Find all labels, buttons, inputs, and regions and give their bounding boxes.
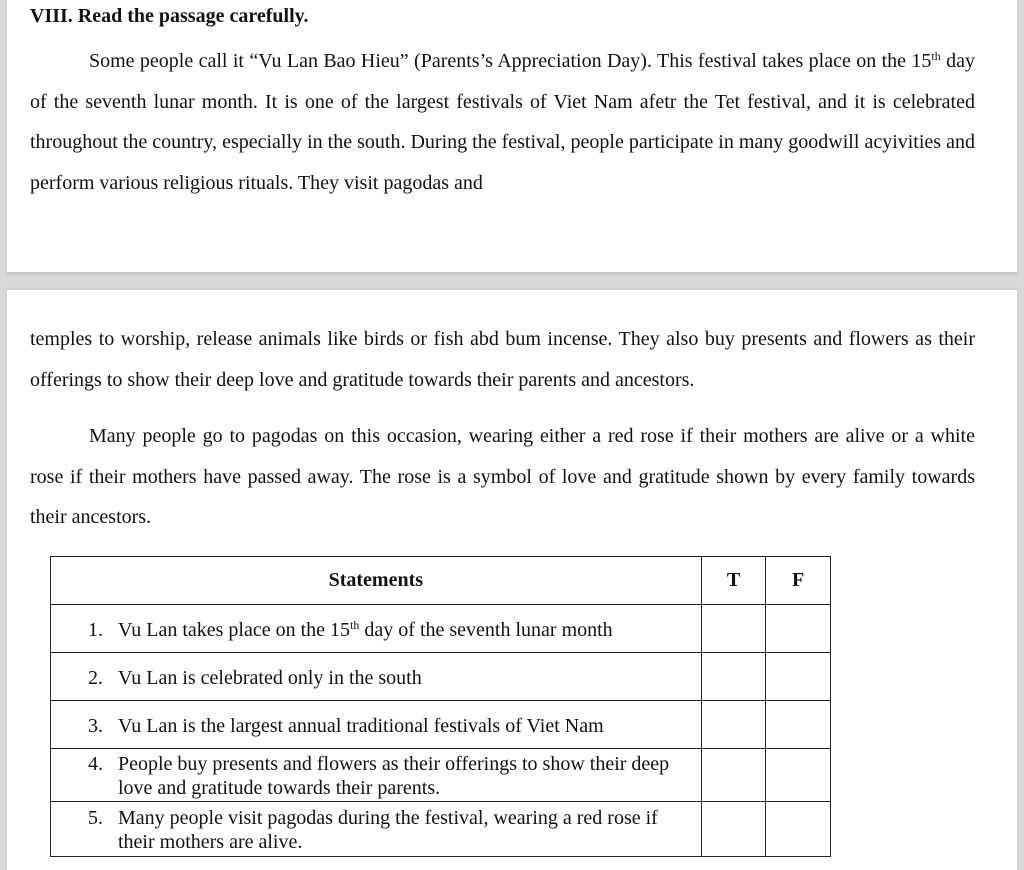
true-false-table	[50, 556, 831, 857]
false-answer-cell[interactable]	[766, 802, 831, 857]
statement-text: Vu Lan is the largest annual traditional festivals of Viet Nam	[118, 714, 604, 737]
statement-number: 1.	[88, 618, 103, 641]
true-answer-cell[interactable]	[701, 605, 766, 653]
statement-text: Vu Lan is celebrated only in the south	[118, 666, 422, 689]
passage-paragraph-1-text-b: day of the seventh lunar month. It is one of the largest festivals of Viet Nam afetr the Tet festival, and it is celebrated throughout the country, especially in the south. During the festival, people participate in many goodwill acyivities and perform various religious rituals. They visit pagodas and	[30, 50, 975, 194]
page-1	[7, 0, 1017, 272]
true-answer-cell[interactable]	[701, 749, 766, 802]
header-false: F	[766, 557, 831, 605]
statement-cell	[51, 605, 702, 653]
passage-paragraph-1-text-a: Some people call it “Vu Lan Bao Hieu” (Parents’s Appreciation Day). This festival takes place on the 15	[89, 50, 932, 72]
statement-cell	[51, 749, 702, 802]
ordinal-suffix: th	[350, 617, 360, 632]
page-2	[7, 290, 1017, 870]
statement-number: 5.	[88, 807, 103, 829]
false-answer-cell[interactable]	[766, 605, 831, 653]
table-row	[51, 701, 831, 749]
table-header-row	[51, 557, 831, 605]
table-row	[51, 802, 831, 857]
statement-cell	[51, 802, 702, 857]
statement-text	[118, 618, 691, 642]
true-answer-cell[interactable]	[701, 802, 766, 857]
statement-number: 4.	[88, 753, 103, 775]
true-answer-cell[interactable]	[701, 653, 766, 701]
true-answer-cell[interactable]	[701, 701, 766, 749]
statement-text: People buy presents and flowers as their offerings to show their deep love and gratitude towards their parents.	[118, 753, 670, 799]
table-row	[51, 653, 831, 701]
ordinal-suffix: th	[931, 49, 941, 63]
false-answer-cell[interactable]	[766, 701, 831, 749]
statement-cell	[51, 653, 702, 701]
header-statements: Statements	[51, 557, 702, 605]
exercise-heading: VIII. Read the passage carefully.	[30, 5, 309, 27]
statement-text-b: day of the seventh lunar month	[359, 618, 613, 641]
statement-number: 2.	[88, 666, 103, 689]
passage-paragraph-1	[30, 41, 975, 203]
statement-text: Many people visit pagodas during the festival, wearing a red rose if their mothers are alive.	[118, 807, 658, 853]
passage-paragraph-2: temples to worship, release animals like birds or fish abd bum incense. They also buy presents and flowers as their offerings to show their deep love and gratitude towards their parents and ancestors.	[30, 328, 975, 391]
false-answer-cell[interactable]	[766, 749, 831, 802]
statement-cell	[51, 701, 702, 749]
table-row	[51, 605, 831, 653]
statement-number: 3.	[88, 714, 103, 737]
statement-text-a: Vu Lan takes place on the 15	[118, 618, 351, 641]
passage-paragraph-3-text: Many people go to pagodas on this occasion, wearing either a red rose if their mothers are alive or a white rose if their mothers have passed away. The rose is a symbol of love and gratitude shown by every family towards their ancestors.	[30, 425, 975, 528]
false-answer-cell[interactable]	[766, 653, 831, 701]
header-true: T	[701, 557, 766, 605]
passage-paragraph-3	[30, 416, 975, 538]
table-row	[51, 749, 831, 802]
